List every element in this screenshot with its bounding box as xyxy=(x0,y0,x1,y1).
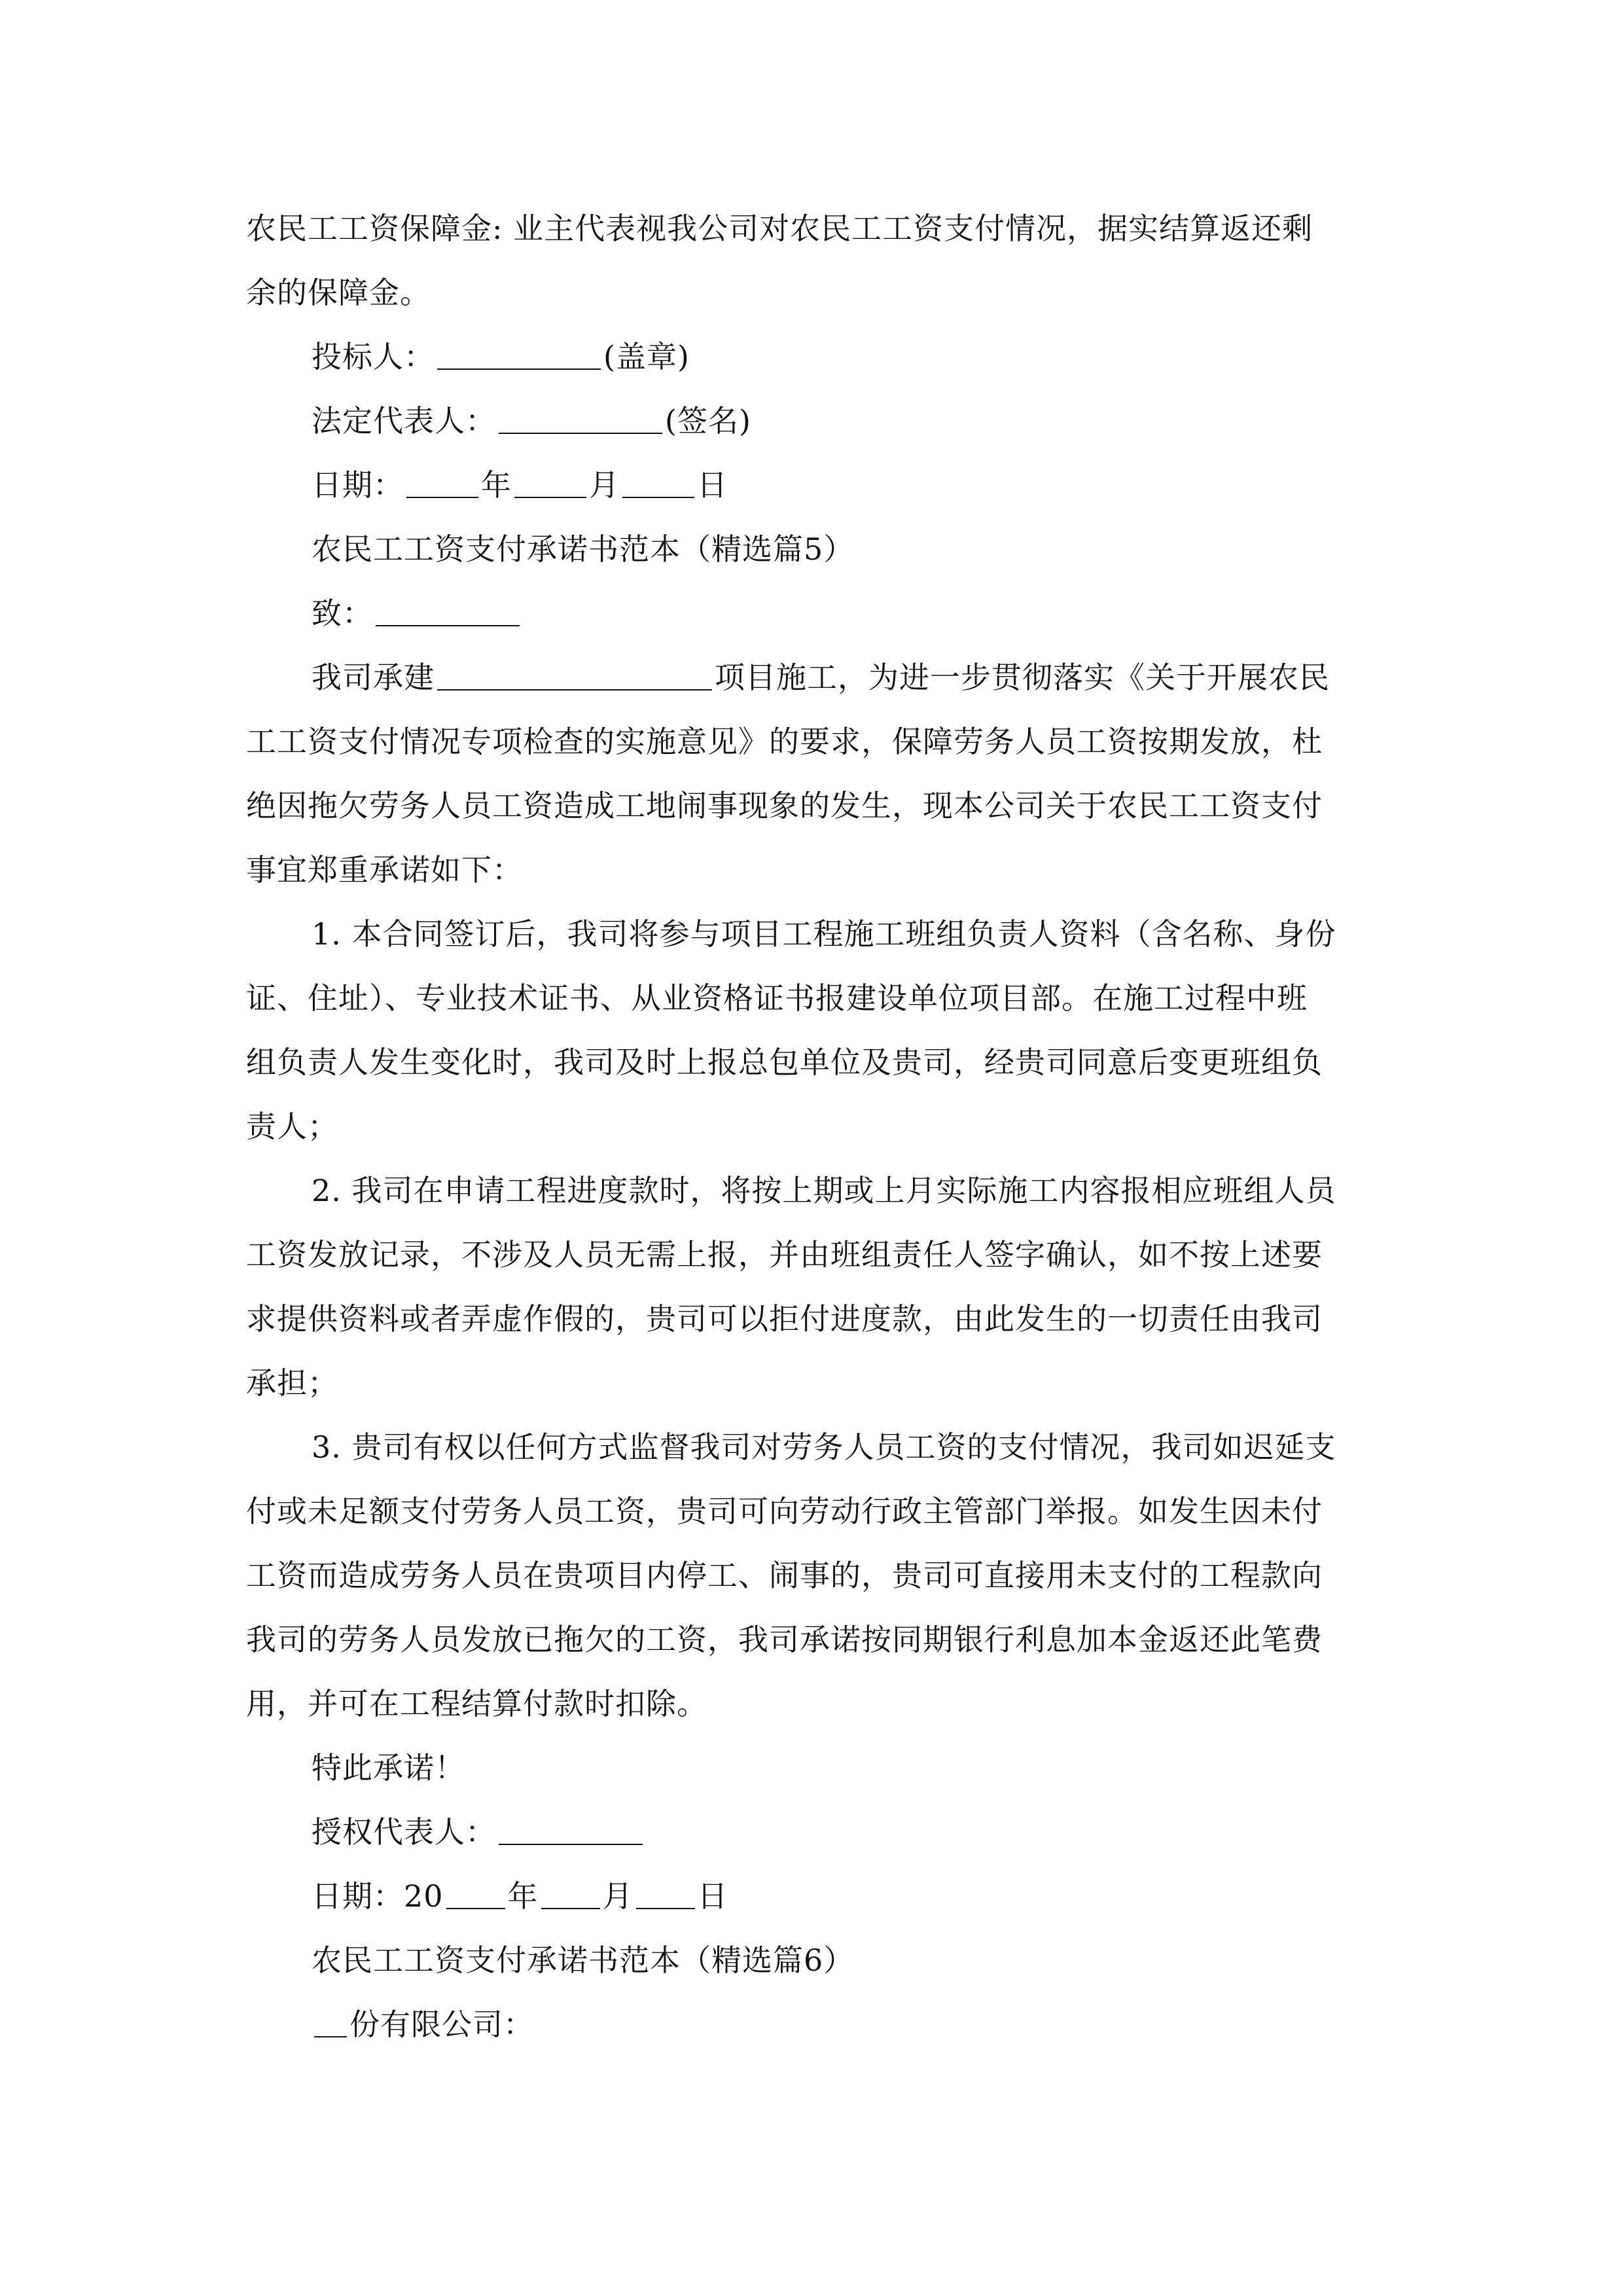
item1-line: 组负责人发生变化时，我司及时上报总包单位及贵司，经贵司同意后变更班组负 xyxy=(246,1045,1323,1080)
to-label: 致： xyxy=(312,596,373,631)
date1-day-blank xyxy=(622,471,694,498)
item1-line: 证、住址）、专业技术证书、从业资格证书报建设单位项目部。在施工过程中班 xyxy=(246,980,1308,1016)
p1-prefix: 我司承建 xyxy=(312,660,435,695)
document-page xyxy=(246,196,1378,2056)
to-blank xyxy=(376,599,520,626)
legal-rep-suffix: (签名) xyxy=(665,403,751,439)
auth-rep-label: 授权代表人： xyxy=(312,1814,496,1850)
legal-rep-label: 法定代表人： xyxy=(312,403,496,439)
p1-suffix: 项目施工，为进一步贯彻落实《关于开展农民 xyxy=(715,660,1330,695)
date1-year: 年 xyxy=(481,467,512,503)
company-line xyxy=(246,1992,1378,2056)
date1-day: 日 xyxy=(697,467,728,503)
item2-line: 工资发放记录，不涉及人员无需上报，并由班组责任人签字确认，如不按上述要 xyxy=(246,1237,1323,1272)
project-blank xyxy=(437,663,712,691)
section5-title: 农民工工资支付承诺书范本（精选篇5） xyxy=(312,531,855,567)
item3-line: 付或未足额支付劳务人员工资，贵司可向劳动行政主管部门举报。如发生因未付 xyxy=(246,1494,1323,1529)
special-promise: 特此承诺！ xyxy=(312,1750,465,1785)
item3-line: 用，并可在工程结算付款时扣除。 xyxy=(246,1686,707,1721)
date2-month: 月 xyxy=(602,1878,633,1914)
date1-month: 月 xyxy=(589,467,620,503)
to-line xyxy=(246,581,1378,645)
item1-line: 责人； xyxy=(246,1109,338,1144)
item2-line: 承担； xyxy=(246,1365,338,1401)
item1-line: 1. 本合同签订后，我司将参与项目工程施工班组负责人资料（含名称、身份 xyxy=(312,916,1336,952)
bidder-suffix: (盖章) xyxy=(603,339,690,374)
legal-rep-line xyxy=(246,389,1378,453)
company-blank xyxy=(314,2010,347,2037)
date1-month-blank xyxy=(514,471,586,498)
date1-label: 日期： xyxy=(312,467,404,503)
paragraph1-first-line xyxy=(246,645,1378,709)
date2-label: 日期：20 xyxy=(312,1878,444,1914)
bidder-blank xyxy=(437,342,601,370)
date1-line xyxy=(246,453,1378,517)
item3-line: 我司的劳务人员发放已拖欠的工资，我司承诺按同期银行利息加本金返还此笔费 xyxy=(246,1622,1323,1657)
item2-line: 2. 我司在申请工程进度款时，将按上期或上月实际施工内容报相应班组人员 xyxy=(312,1173,1336,1208)
date1-year-blank xyxy=(406,471,478,498)
text-line: 农民工工资保障金: 业主代表视我公司对农民工工资支付情况，据实结算返还剩 xyxy=(246,211,1313,246)
item3-line: 3. 贵司有权以任何方式监督我司对劳务人员工资的支付情况，我司如迟延支 xyxy=(312,1429,1336,1465)
company-label: 份有限公司： xyxy=(349,2007,534,2042)
auth-rep-line xyxy=(246,1800,1378,1864)
item2-line: 求提供资料或者弄虚作假的，贵司可以拒付进度款，由此发生的一切责任由我司 xyxy=(246,1301,1323,1336)
text-line: 事宜郑重承诺如下： xyxy=(246,852,523,888)
date2-day-blank xyxy=(636,1882,695,1909)
bidder-line xyxy=(246,325,1378,389)
text-line: 绝因拖欠劳务人员工资造成工地闹事现象的发生，现本公司关于农民工工资支付 xyxy=(246,788,1323,823)
auth-rep-blank xyxy=(499,1818,643,1845)
item3-line: 工资而造成劳务人员在贵项目内停工、闹事的，贵司可直接用未支付的工程款向 xyxy=(246,1558,1323,1593)
section6-title: 农民工工资支付承诺书范本（精选篇6） xyxy=(312,1943,855,1978)
date2-month-blank xyxy=(541,1882,600,1909)
legal-rep-blank xyxy=(499,406,662,434)
date2-year-blank xyxy=(446,1882,505,1909)
date2-year: 年 xyxy=(507,1878,539,1914)
bidder-label: 投标人： xyxy=(312,339,435,374)
date2-day: 日 xyxy=(697,1878,728,1914)
text-line: 工工资支付情况专项检查的实施意见》的要求，保障劳务人员工资按期发放，杜 xyxy=(246,724,1323,759)
date2-line xyxy=(246,1864,1378,1928)
text-line: 余的保障金。 xyxy=(246,275,431,310)
